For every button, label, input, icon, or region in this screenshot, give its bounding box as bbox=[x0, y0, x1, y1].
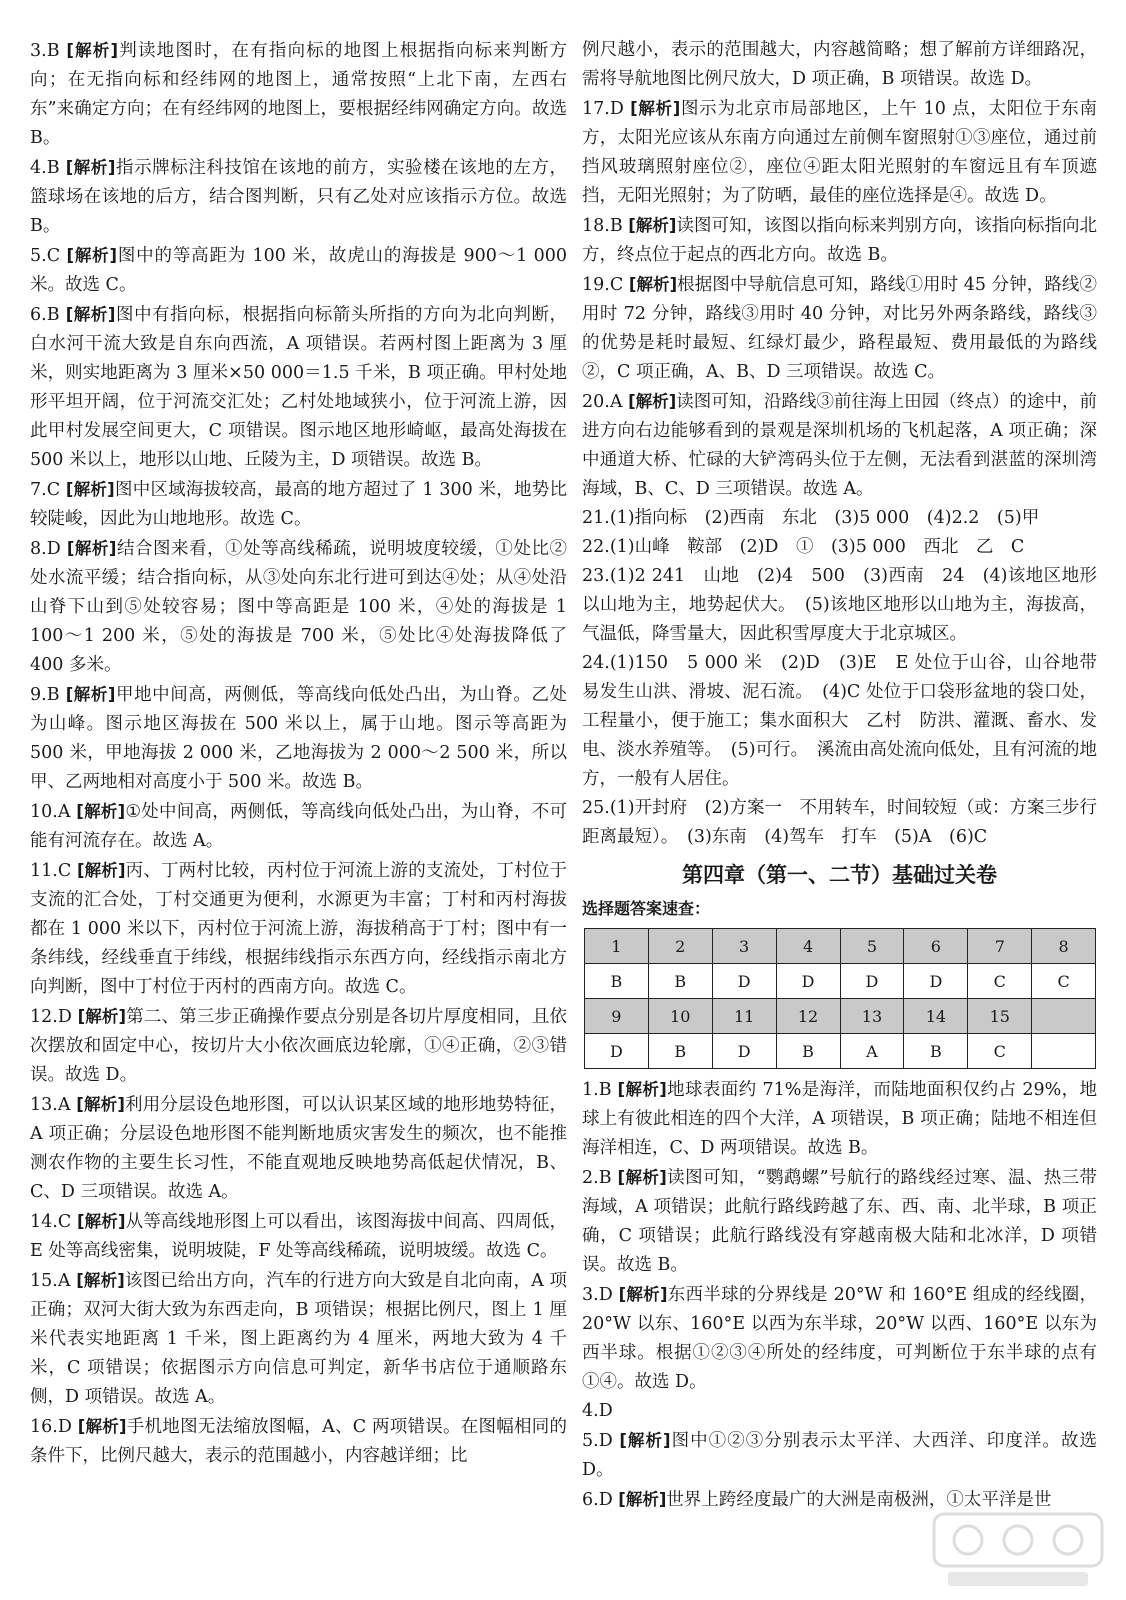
explanation-text: 手机地图无法缩放图幅，A、C 两项错误。在图幅相同的条件下，比例尺越大，表示的范围越小，内容越详细；比 bbox=[30, 1417, 567, 1466]
answer-table-row-numbers-1 bbox=[585, 929, 1096, 964]
answer-explanation bbox=[582, 211, 1097, 270]
answer-table bbox=[584, 928, 1096, 1069]
explanation-text: ①处中间高，两侧低，等高线向低处凸出，为山脊，不可能有河流存在。故选 A。 bbox=[30, 802, 567, 851]
answer-cell: D bbox=[585, 1034, 649, 1069]
right-column bbox=[582, 36, 1097, 1515]
answer-table-row-numbers-2 bbox=[585, 999, 1096, 1034]
explanation-text: 世界上跨经度最广的大洲是南极洲，①太平洋是世 bbox=[666, 1490, 1052, 1510]
answer-explanation bbox=[30, 680, 567, 797]
answer-explanation bbox=[582, 1075, 1097, 1163]
answer-table-row-answers-1 bbox=[585, 964, 1096, 999]
question-number-cell: 10 bbox=[648, 999, 712, 1034]
question-number: 2.B bbox=[582, 1168, 618, 1188]
explanation-text: 东西半球的分界线是 20°W 和 160°E 组成的经线圈，20°W 以东、160°E 以西为东半球，20°W 以西、160°E 以东为西半球。根据①②③④所处的经纬度，可判断位于东半球的点有①④。故选 D。 bbox=[582, 1285, 1097, 1392]
answer-explanation bbox=[582, 1280, 1097, 1397]
section-title: 第四章（第一、二节）基础过关卷 bbox=[682, 863, 997, 887]
question-number: 5.C bbox=[30, 246, 67, 266]
answer-cell: D bbox=[776, 964, 840, 999]
explanation-text: 甲地中间高，两侧低，等高线向低处凸出，为山脊。乙处为山峰。图示地区海拔在 500 米以上，属于山地。图示等高距为 500 米，甲地海拔 2 000 米，乙地海拔为 2 000～2 500 米，所以甲、乙两地相对高度小于 500 米。故选 B。 bbox=[30, 685, 568, 792]
question-number: 19.C bbox=[582, 275, 629, 295]
answer-cell: C bbox=[968, 1034, 1032, 1069]
answer-cell: B bbox=[585, 964, 649, 999]
question-number: 6.D bbox=[582, 1490, 619, 1510]
question-number: 3.B bbox=[30, 41, 67, 61]
analysis-tag: [解析] bbox=[66, 41, 119, 60]
explanation-text: 读图可知，沿路线③前往海上田园（终点）的途中，前进方向右边能够看到的景观是深圳机场的飞机起落，A 项正确；深中通道大桥、忙碌的大铲湾码头位于左侧，无法看到湛蓝的深圳湾海域，B、C、D 三项错误。故选 A。 bbox=[582, 392, 1097, 499]
question-number: 6.B bbox=[30, 305, 66, 325]
answer-cell: B bbox=[904, 1034, 968, 1069]
question-number: 25. bbox=[582, 798, 610, 818]
answer-explanation bbox=[582, 562, 1097, 649]
answer-quick-check-label: 选择题答案速查： bbox=[582, 899, 711, 918]
question-number: 22. bbox=[582, 537, 610, 557]
explanation-text: 图中①②③分别表示太平洋、大西洋、印度洋。故选 D。 bbox=[582, 1431, 1098, 1480]
analysis-tag: [解析] bbox=[628, 392, 677, 411]
analysis-tag: [解析] bbox=[76, 802, 126, 821]
analysis-tag: [解析] bbox=[617, 1080, 667, 1099]
question-number: 4.D bbox=[582, 1401, 613, 1421]
analysis-tag: [解析] bbox=[77, 1417, 127, 1436]
question-number: 12.D bbox=[30, 1007, 78, 1027]
analysis-tag: [解析] bbox=[76, 1212, 126, 1231]
explanation-text: (1)2 241 山地 (2)4 500 (3)西南 24 (4)该地区地形以山地为主，地势起伏大。 (5)该地区地形以山地为主，海拔高，气温低，降雪量大，因此积雪厚度大于北京城区。 bbox=[582, 566, 1097, 644]
answer-explanation bbox=[582, 1163, 1097, 1280]
answer-explanation bbox=[30, 856, 567, 1002]
answer-explanation bbox=[582, 270, 1097, 387]
analysis-tag: [解析] bbox=[65, 305, 116, 324]
analysis-tag: [解析] bbox=[76, 861, 126, 880]
answer-explanation bbox=[30, 241, 567, 300]
question-number-cell: 12 bbox=[776, 999, 840, 1034]
question-number: 9.B bbox=[30, 685, 66, 705]
question-number: 3.D bbox=[582, 1285, 619, 1305]
answer-table-row-answers-2 bbox=[585, 1034, 1096, 1069]
answer-explanation bbox=[30, 1412, 567, 1471]
question-number: 5.D bbox=[582, 1431, 620, 1451]
question-number-cell: 4 bbox=[776, 929, 840, 964]
answer-cell: B bbox=[776, 1034, 840, 1069]
analysis-tag: [解析] bbox=[66, 539, 117, 558]
analysis-tag: [解析] bbox=[76, 1095, 125, 1114]
question-number-cell: 7 bbox=[968, 929, 1032, 964]
empty-cell bbox=[1032, 999, 1096, 1034]
analysis-tag: [解析] bbox=[618, 1490, 667, 1509]
answer-explanation bbox=[30, 1266, 567, 1412]
analysis-tag: [解析] bbox=[66, 246, 118, 265]
question-number-cell: 13 bbox=[840, 999, 904, 1034]
answer-explanation bbox=[30, 1002, 567, 1090]
question-number-cell: 15 bbox=[968, 999, 1032, 1034]
explanation-text: 该图已给出方向，汽车的行进方向大致是自北向南，A 项正确；双河大街大致为东西走向，B 项错误；根据比例尺，图上 1 厘米代表实地距离 1 千米，图上距离约为 4 厘米，两地大致为 4 千米，C 项错误；依据图示方向信息可判定，新华书店位于通顺路东侧，D 项错误。故选 A。 bbox=[30, 1271, 567, 1407]
question-number-cell: 9 bbox=[585, 999, 649, 1034]
analysis-tag: [解析] bbox=[628, 216, 677, 235]
analysis-tag: [解析] bbox=[65, 158, 116, 177]
answer-cell: C bbox=[1032, 964, 1096, 999]
answer-explanation bbox=[582, 794, 1097, 852]
question-number: 13.A bbox=[30, 1095, 77, 1115]
question-number: 14.C bbox=[30, 1212, 77, 1232]
analysis-tag: [解析] bbox=[76, 1271, 125, 1290]
explanation-text: 结合图来看，①处等高线稀疏，说明坡度较缓，①处比②处水流平缓；结合指向标，从③处向东北行进可到达④处；从④处沿山脊下山到⑤处较容易；图中等高距是 100 米，④处的海拔是 1 100～1 200 米，⑤处的海拔是 700 米，⑤处比④处海拔降低了 400 多米。 bbox=[30, 539, 567, 675]
explanation-text: (1)150 5 000 米 (2)D (3)E E 处位于山谷，山谷地带易发生山洪、滑坡、泥石流。 (4)C 处位于口袋形盆地的袋口处，工程量小，便于施工；集水面积大 乙村 防洪、灌溉、畜水、发电、淡水养殖等。 (5)可行。 溪流由高处流向低处，且有河流的地方，一般有人居住。 bbox=[582, 653, 1097, 789]
answer-explanation bbox=[30, 475, 567, 534]
answer-explanation bbox=[582, 504, 1097, 533]
question-number: 17.D bbox=[582, 99, 631, 119]
left-column bbox=[30, 36, 567, 1471]
answer-explanation bbox=[582, 1426, 1097, 1485]
explanation-text: 例尺越小，表示的范围越大，内容越简略；想了解前方详细路况，需将导航地图比例尺放大，D 项正确，B 项错误。故选 D。 bbox=[582, 40, 1097, 89]
answer-cell: B bbox=[648, 1034, 712, 1069]
answer-explanation bbox=[582, 1397, 1097, 1426]
question-number-cell: 5 bbox=[840, 929, 904, 964]
explanation-text: 利用分层设色地形图，可以认识某区域的地形地势特征，A 项正确；分层设色地形图不能判断地质灾害发生的频次，也不能推测农作物的主要生长习性，不能直观地反映地势高低起伏情况，B、C、D 三项错误。故选 A。 bbox=[30, 1095, 567, 1202]
answer-explanation bbox=[582, 533, 1097, 562]
analysis-tag: [解析] bbox=[617, 1168, 667, 1187]
question-number: 10.A bbox=[30, 802, 77, 822]
analysis-tag: [解析] bbox=[630, 99, 681, 118]
answer-explanation bbox=[582, 649, 1097, 794]
explanation-text: 根据图中导航信息可知，路线①用时 45 分钟，路线②用时 72 分钟，路线③用时 40 分钟，对比另外两条路线，路线③的优势是耗时最短、红绿灯最少，路程最短、费用最低的为路线②，C 项正确，A、B、D 三项错误。故选 C。 bbox=[582, 275, 1097, 382]
question-number: 20.A bbox=[582, 392, 629, 412]
question-number: 21. bbox=[582, 508, 610, 528]
analysis-tag: [解析] bbox=[77, 1007, 127, 1026]
analysis-tag: [解析] bbox=[628, 275, 678, 294]
question-number-cell: 11 bbox=[712, 999, 776, 1034]
question-number: 16.D bbox=[30, 1417, 78, 1437]
question-number-cell: 1 bbox=[585, 929, 649, 964]
explanation-text: 第二、第三步正确操作要点分别是各切片厚度相同，且依次摆放和固定中心，按切片大小依次画底边轮廓，①④正确，②③错误。故选 D。 bbox=[30, 1007, 567, 1085]
answer-explanation bbox=[30, 1090, 567, 1207]
analysis-tag: [解析] bbox=[618, 1285, 668, 1304]
question-number-cell: 8 bbox=[1032, 929, 1096, 964]
answer-cell: C bbox=[968, 964, 1032, 999]
explanation-text: 地球表面约 71%是海洋，而陆地面积仅约占 29%，地球上有彼此相连的四个大洋，A 项错误，B 项正确；陆地不相连但海洋相连，C、D 两项错误。故选 B。 bbox=[582, 1080, 1097, 1158]
explanation-text: 丙、丁两村比较，丙村位于河流上游的支流处，丁村位于支流的汇合处，丁村交通更为便利，水源更为丰富；丁村和丙村海拔都在 1 000 米以下，丙村位于河流上游，海拔稍高于丁村；图中有一条纬线，经线垂直于纬线，根据纬线指示东西方向，经线指示南北方向判断，图中丁村位于丙村的西南方向。故选 C。 bbox=[30, 861, 567, 997]
explanation-text: 图中区域海拔较高，最高的地方超过了 1 300 米，地势比较陡峻，因此为山地地形。故选 C。 bbox=[30, 480, 567, 529]
question-number: 7.C bbox=[30, 480, 66, 500]
question-number: 23. bbox=[582, 566, 610, 586]
explanation-text: 指示牌标注科技馆在该地的前方，实验楼在该地的左方，篮球场在该地的后方，结合图判断，只有乙处对应该指示方位。故选 B。 bbox=[30, 158, 568, 236]
explanation-text: 读图可知，该图以指向标来判别方向，该指向标指向北方，终点位于起点的西北方向。故选 B。 bbox=[582, 216, 1097, 265]
answer-explanation bbox=[30, 534, 567, 680]
question-number: 24. bbox=[582, 653, 610, 673]
question-number: 4.B bbox=[30, 158, 66, 178]
explanation-text: (1)山峰 鞍部 (2)D ① (3)5 000 西北 乙 C bbox=[609, 537, 1025, 557]
question-number-cell: 2 bbox=[648, 929, 712, 964]
answer-explanation bbox=[582, 387, 1097, 504]
answer-cell: B bbox=[648, 964, 712, 999]
answer-explanation bbox=[30, 797, 567, 856]
answer-cell: D bbox=[712, 1034, 776, 1069]
explanation-text: (1)指向标 (2)西南 东北 (3)5 000 (4)2.2 (5)甲 bbox=[609, 508, 1040, 528]
watermark-logo-icon bbox=[928, 1508, 1108, 1594]
analysis-tag: [解析] bbox=[619, 1431, 671, 1450]
explanation-text: 读图可知，“鹦鹉螺”号航行的路线经过寒、温、热三带海域，A 项错误；此航行路线跨越了东、西、南、北半球，B 项正确，C 项错误；此航行路线没有穿越南极大陆和北冰洋，D 项错误。故选 B。 bbox=[582, 1168, 1097, 1275]
question-number: 15.A bbox=[30, 1271, 77, 1291]
question-number-cell: 6 bbox=[904, 929, 968, 964]
analysis-tag: [解析] bbox=[65, 685, 116, 704]
question-number: 11.C bbox=[30, 861, 77, 881]
answer-cell: D bbox=[840, 964, 904, 999]
answer-explanation bbox=[30, 300, 567, 475]
explanation-text: 图中有指向标，根据指向标箭头所指的方向为北向判断，白水河干流大致是自东向西流，A 项错误。若两村图上距离为 3 厘米，则实地距离为 3 厘米×50 000＝1.5 千米，B 项正确。甲村处地形平坦开阔，位于河流交汇处；乙村处地域狭小，位于河流上游，因此甲村发展空间更大，C 项错误。图示地区地形崎岖，最高处海拔在 500 米以上，地形以山地、丘陵为主，D 项错误。故选 B。 bbox=[30, 305, 568, 470]
explanation-text: 从等高线地形图上可以看出，该图海拔中间高、四周低，E 处等高线密集，说明坡陡，F 处等高线稀疏，说明坡缓。故选 C。 bbox=[30, 1212, 567, 1261]
explanation-text: (1)开封府 (2)方案一 不用转车，时间较短（或：方案三步行距离最短）。 (3)东南 (4)驾车 打车 (5)A (6)C bbox=[582, 798, 1097, 847]
answer-explanation bbox=[582, 36, 1097, 94]
answer-cell: A bbox=[840, 1034, 904, 1069]
answer-explanation bbox=[30, 36, 567, 153]
question-number-cell: 14 bbox=[904, 999, 968, 1034]
explanation-text: 图示为北京市局部地区，上午 10 点，太阳位于东南方，太阳光应该从东南方向通过左前侧车窗照射①③座位，通过前挡风玻璃照射座位②，座位④距太阳光照射的车窗远且有车顶遮挡，无阳光照射；为了防晒，最佳的座位选择是④。故选 D。 bbox=[582, 99, 1097, 206]
question-number: 18.B bbox=[582, 216, 629, 236]
question-number: 8.D bbox=[30, 539, 67, 559]
explanation-text: 判读地图时，在有指向标的地图上根据指向标来判断方向；在无指向标和经纬网的地图上，通常按照“上北下南，左西右东”来确定方向；在有经纬网的地图上，要根据经纬网确定方向。故选 B。 bbox=[30, 41, 567, 148]
question-number: 1.B bbox=[582, 1080, 618, 1100]
answer-explanation bbox=[582, 94, 1097, 211]
question-number-cell: 3 bbox=[712, 929, 776, 964]
answer-cell: D bbox=[904, 964, 968, 999]
answer-explanation bbox=[30, 153, 567, 241]
answer-cell: D bbox=[712, 964, 776, 999]
answer-explanation bbox=[30, 1207, 567, 1266]
explanation-text: 图中的等高距为 100 米，故虎山的海拔是 900～1 000 米。故选 C。 bbox=[30, 246, 567, 295]
empty-cell bbox=[1032, 1034, 1096, 1069]
analysis-tag: [解析] bbox=[65, 480, 115, 499]
